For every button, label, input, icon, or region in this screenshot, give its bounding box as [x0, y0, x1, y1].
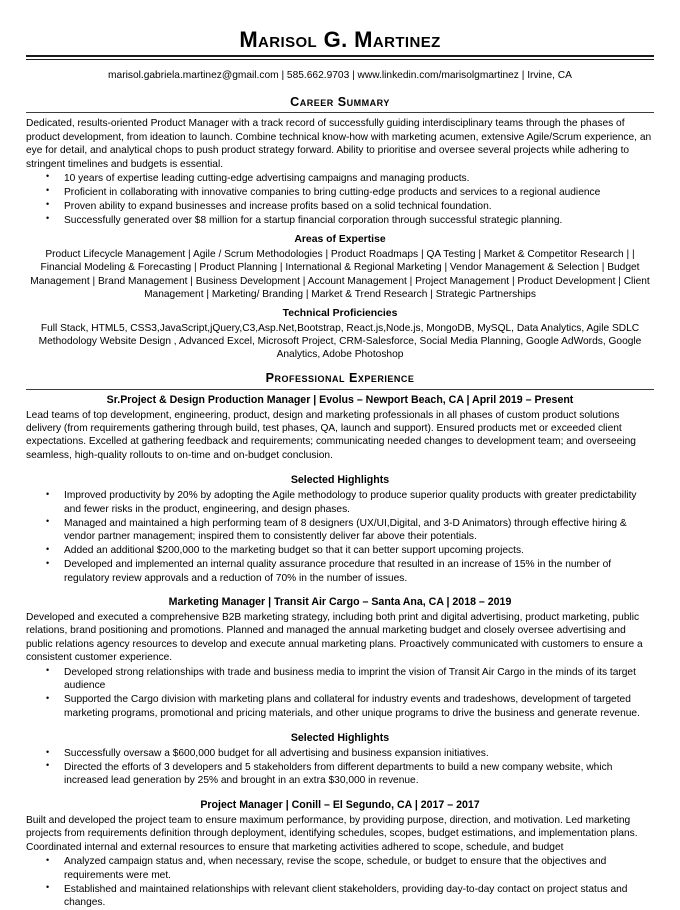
section-heading-professional-experience: Professional Experience	[265, 370, 415, 385]
list-item: • Analyzed campaign status and, when necessary, revise the scope, schedule, or budget to ensure that the objectives and requirements were met.	[26, 855, 654, 882]
list-item: • Successfully generated over $8 million for a startup financial corporation through successful strategic planning.	[26, 214, 654, 227]
candidate-name: Marisol G. Martinez	[239, 27, 441, 52]
list-item: • Successfully oversaw a $600,000 budget for all advertising and business expansion initiatives.	[26, 747, 654, 760]
spacer	[26, 362, 654, 370]
technical-proficiencies-list: Full Stack, HTML5, CSS3,JavaScript,jQuery,C3,Asp.Net,Bootstrap, React.js,Node.js, MongoDB, MySQL, Data Analytics, Agile SDLC Methodology Website Design , Advanced Excel, Microsoft Project, CRM-Salesforce, Social Media Planning, Google AdWords, Google Analytics, Adobe Photoshop	[38, 322, 642, 361]
highlights-heading-0: Selected Highlights	[290, 474, 390, 487]
job-bullets-2	[26, 855, 654, 909]
job-highlights-1	[26, 747, 654, 788]
areas-of-expertise-list: Product Lifecycle Management | Agile / Scrum Methodologies | Product Roadmaps | QA Testing | Market & Competitor Research | | Financial Modeling & Forecasting | Product Planning | International & Regional Marketing | Vendor Management & Selection | Budget Management | Brand Management | Business Development | Account Management | Project Management | Product Development | Client Management | Marketing/ Branding | Market & Trend Research | Strategic Partnerships	[30, 249, 650, 301]
list-item: • Managed and maintained a high performing team of 8 designers (UX/UI,Digital, and 3-D Animators) through effective hiring & vendor partner management; inspired them to consistently deliver far above their potentials.	[26, 517, 654, 544]
list-item: • Proficient in collaborating with innovative companies to bring cutting-edge products and services to a regional audience	[26, 186, 654, 199]
list-item: • Proven ability to expand businesses and increase profits based on a solid technical foundation.	[26, 200, 654, 213]
job-description-2: Built and developed the project team to ensure maximum performance, by providing purpose, direction, and motivation. Led marketing projects from requirements definition through deployment, identifying schedules, scopes, budget estimations, and implementation plans. Coordinated internal and external resources to ensure that marketing activities adhered to scope, schedule, and budget	[26, 814, 638, 853]
career-summary-paragraph: Dedicated, results-oriented Product Manager with a track record of successfully guiding interdisciplinary teams through the phases of product development, from ideation to launch. Combine technical know-how with marketing acumen, extensive Agile/Scrum experience, an eye for detail, and analytical chops to push product strategy forward. Ability to prioritise and oversee several projects while adhering to stringent timelines and budgets is essential.	[26, 118, 652, 170]
section-heading-career-summary: Career Summary	[290, 94, 390, 109]
job-title-2: Project Manager | Conill – El Segundo, CA | 2017 – 2017	[200, 798, 480, 811]
job-title-1: Marketing Manager | Transit Air Cargo – Santa Ana, CA | 2018 – 2019	[168, 595, 512, 608]
list-item: • Supported the Cargo division with marketing plans and collateral for industry events and tradeshows, development of targeted marketing programs, promotional and pricing materials, and other unique programs to drive the business and generate revenue.	[26, 693, 654, 720]
job-highlights-0	[26, 489, 654, 585]
section-heading-technical-proficiencies: Technical Proficiencies	[282, 307, 398, 319]
list-item: • Added an additional $200,000 to the marketing budget so that it can better support upcoming projects.	[26, 544, 654, 557]
section-divider-career-summary	[26, 112, 654, 113]
list-item: • Developed strong relationships with trade and business media to imprint the vision of Transit Air Cargo in the minds of its target audience	[26, 666, 654, 693]
list-item: • Developed and implemented an internal quality assurance procedure that resulted in an increase of 15% in the number of regulatory review approvals and a reduction of 70% in the number of issues.	[26, 558, 654, 585]
list-item: • 10 years of expertise leading cutting-edge advertising campaigns and managing products.	[26, 172, 654, 185]
list-item: • Improved productivity by 20% by adopting the Agile methodology to produce superior quality products with greater predictability and fewer risks in the product, engineering, and design phases.	[26, 489, 654, 516]
highlights-heading-1: Selected Highlights	[290, 732, 390, 745]
job-bullets-1	[26, 666, 654, 720]
contact-line: marisol.gabriela.martinez@gmail.com | 585.662.9703 | www.linkedin.com/marisolgmartinez | Irvine, CA	[108, 70, 572, 82]
section-heading-areas-of-expertise: Areas of Expertise	[294, 234, 386, 246]
list-item: • Directed the efforts of 3 developers and 5 stakeholders from different departments to build a new company website, which increased lead generation by 25% and brought in an extra $30,000 in revenue.	[26, 761, 654, 788]
job-description-1: Developed and executed a comprehensive B2B marketing strategy, including both print and digital advertising, product marketing, public relations, brand positioning and promotions. Planned and managed the annual marketing budget and closely oversee advertising and public relations agency resources to develop and execute annual marketing plans. Proactively communicated with customers to ensure a consistent customer experience.	[26, 611, 643, 664]
job-description-0: Lead teams of top development, engineering, product, design and marketing professionals in all phases of custom product solutions delivery (from requirements gathering through build, test phases, QA, launch and support). Ensured products met or exceeded client expectations. Excelled at gathering feedback and requirements; communicating needed changes to development team; and overseeing seamless, high-quality rollouts to on-time and on-budget conclusion.	[26, 409, 636, 461]
list-item: • Established and maintained relationships with relevant client stakeholders, providing day-to-day contact on project status and changes.	[26, 883, 654, 910]
header-divider	[26, 55, 654, 60]
career-summary-bullets	[26, 172, 654, 227]
job-title-0: Sr.Project & Design Production Manager | Evolus – Newport Beach, CA | April 2019 – Present	[106, 393, 574, 406]
section-divider-professional-experience	[26, 389, 654, 390]
